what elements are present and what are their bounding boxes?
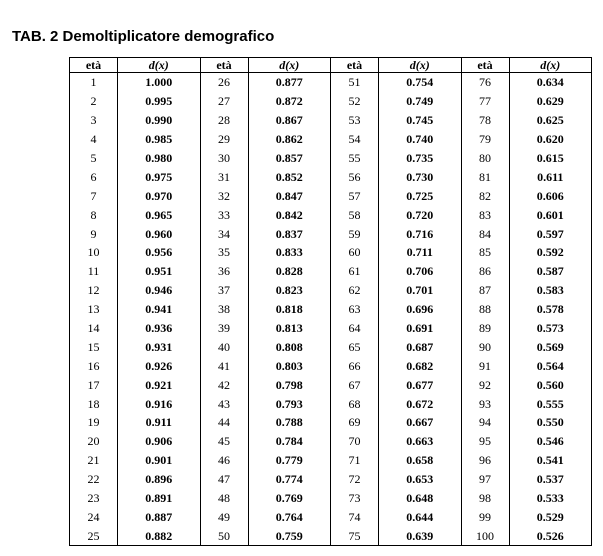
table-body [70, 73, 592, 546]
table-header-row [70, 58, 592, 73]
age-cell: 5 [70, 149, 118, 168]
dx-cell: 0.578 [509, 300, 592, 319]
dx-cell: 0.995 [118, 92, 201, 111]
dx-cell: 0.887 [118, 507, 201, 526]
dx-cell: 0.759 [248, 526, 331, 545]
age-cell: 7 [70, 186, 118, 205]
table-row [70, 262, 592, 281]
table-row [70, 356, 592, 375]
dx-cell: 0.533 [509, 489, 592, 508]
age-cell: 92 [461, 375, 509, 394]
age-cell: 10 [70, 243, 118, 262]
age-cell: 77 [461, 92, 509, 111]
dx-cell: 0.634 [509, 73, 592, 92]
dx-cell: 0.537 [509, 470, 592, 489]
dx-cell: 0.990 [118, 111, 201, 130]
table-row [70, 73, 592, 92]
age-cell: 8 [70, 205, 118, 224]
header-eta: età [200, 58, 248, 73]
dx-cell: 0.842 [248, 205, 331, 224]
table-title: TAB. 2 Demoltiplicatore demografico [12, 28, 275, 45]
dx-cell: 0.956 [118, 243, 201, 262]
dx-cell: 0.560 [509, 375, 592, 394]
dx-cell: 0.701 [379, 281, 462, 300]
table-row [70, 224, 592, 243]
age-cell: 34 [200, 224, 248, 243]
dx-cell: 0.779 [248, 451, 331, 470]
dx-cell: 0.745 [379, 111, 462, 130]
dx-cell: 0.931 [118, 337, 201, 356]
dx-cell: 0.691 [379, 319, 462, 338]
dx-cell: 0.847 [248, 186, 331, 205]
age-cell: 25 [70, 526, 118, 545]
age-cell: 12 [70, 281, 118, 300]
age-cell: 93 [461, 394, 509, 413]
age-cell: 75 [331, 526, 379, 545]
dx-cell: 0.946 [118, 281, 201, 300]
dx-cell: 0.658 [379, 451, 462, 470]
dx-cell: 0.725 [379, 186, 462, 205]
dx-cell: 0.985 [118, 130, 201, 149]
table-row [70, 281, 592, 300]
header-dx: d(x) [118, 58, 201, 73]
age-cell: 51 [331, 73, 379, 92]
age-cell: 85 [461, 243, 509, 262]
dx-cell: 0.774 [248, 470, 331, 489]
table-row [70, 130, 592, 149]
age-cell: 19 [70, 413, 118, 432]
age-cell: 74 [331, 507, 379, 526]
dx-cell: 0.936 [118, 319, 201, 338]
age-cell: 54 [331, 130, 379, 149]
age-cell: 97 [461, 470, 509, 489]
age-cell: 95 [461, 432, 509, 451]
dx-cell: 0.980 [118, 149, 201, 168]
dx-cell: 0.569 [509, 337, 592, 356]
age-cell: 94 [461, 413, 509, 432]
age-cell: 40 [200, 337, 248, 356]
age-cell: 52 [331, 92, 379, 111]
dx-cell: 0.620 [509, 130, 592, 149]
dx-cell: 0.546 [509, 432, 592, 451]
age-cell: 57 [331, 186, 379, 205]
table-row [70, 243, 592, 262]
dx-cell: 0.960 [118, 224, 201, 243]
dx-cell: 0.550 [509, 413, 592, 432]
age-cell: 89 [461, 319, 509, 338]
age-cell: 98 [461, 489, 509, 508]
dx-cell: 0.877 [248, 73, 331, 92]
age-cell: 60 [331, 243, 379, 262]
age-cell: 79 [461, 130, 509, 149]
dx-cell: 0.852 [248, 167, 331, 186]
age-cell: 24 [70, 507, 118, 526]
dx-cell: 0.970 [118, 186, 201, 205]
age-cell: 62 [331, 281, 379, 300]
dx-cell: 0.764 [248, 507, 331, 526]
demoltiplicatore-table [69, 57, 592, 546]
age-cell: 47 [200, 470, 248, 489]
table-row [70, 205, 592, 224]
age-cell: 31 [200, 167, 248, 186]
age-cell: 53 [331, 111, 379, 130]
dx-cell: 0.828 [248, 262, 331, 281]
age-cell: 46 [200, 451, 248, 470]
dx-cell: 0.813 [248, 319, 331, 338]
age-cell: 78 [461, 111, 509, 130]
age-cell: 29 [200, 130, 248, 149]
dx-cell: 0.896 [118, 470, 201, 489]
header-eta: età [461, 58, 509, 73]
age-cell: 37 [200, 281, 248, 300]
dx-cell: 0.720 [379, 205, 462, 224]
dx-cell: 0.921 [118, 375, 201, 394]
dx-cell: 0.644 [379, 507, 462, 526]
age-cell: 22 [70, 470, 118, 489]
dx-cell: 0.916 [118, 394, 201, 413]
age-cell: 87 [461, 281, 509, 300]
dx-cell: 0.872 [248, 92, 331, 111]
dx-cell: 0.754 [379, 73, 462, 92]
header-eta: età [331, 58, 379, 73]
dx-cell: 0.682 [379, 356, 462, 375]
table-row [70, 394, 592, 413]
dx-cell: 0.583 [509, 281, 592, 300]
age-cell: 73 [331, 489, 379, 508]
age-cell: 2 [70, 92, 118, 111]
age-cell: 6 [70, 167, 118, 186]
age-cell: 81 [461, 167, 509, 186]
dx-cell: 0.798 [248, 375, 331, 394]
dx-cell: 0.837 [248, 224, 331, 243]
dx-cell: 0.663 [379, 432, 462, 451]
age-cell: 86 [461, 262, 509, 281]
dx-cell: 0.769 [248, 489, 331, 508]
dx-cell: 0.615 [509, 149, 592, 168]
dx-cell: 0.706 [379, 262, 462, 281]
age-cell: 50 [200, 526, 248, 545]
dx-cell: 0.526 [509, 526, 592, 545]
age-cell: 41 [200, 356, 248, 375]
age-cell: 80 [461, 149, 509, 168]
dx-cell: 1.000 [118, 73, 201, 92]
table-row [70, 507, 592, 526]
dx-cell: 0.867 [248, 111, 331, 130]
age-cell: 45 [200, 432, 248, 451]
age-cell: 91 [461, 356, 509, 375]
dx-cell: 0.625 [509, 111, 592, 130]
dx-cell: 0.648 [379, 489, 462, 508]
age-cell: 67 [331, 375, 379, 394]
age-cell: 82 [461, 186, 509, 205]
age-cell: 27 [200, 92, 248, 111]
dx-cell: 0.687 [379, 337, 462, 356]
dx-cell: 0.677 [379, 375, 462, 394]
dx-cell: 0.975 [118, 167, 201, 186]
age-cell: 1 [70, 73, 118, 92]
age-cell: 63 [331, 300, 379, 319]
age-cell: 55 [331, 149, 379, 168]
dx-cell: 0.818 [248, 300, 331, 319]
age-cell: 66 [331, 356, 379, 375]
age-cell: 23 [70, 489, 118, 508]
dx-cell: 0.730 [379, 167, 462, 186]
age-cell: 76 [461, 73, 509, 92]
dx-cell: 0.629 [509, 92, 592, 111]
dx-cell: 0.667 [379, 413, 462, 432]
table-row [70, 526, 592, 545]
dx-cell: 0.740 [379, 130, 462, 149]
dx-cell: 0.592 [509, 243, 592, 262]
age-cell: 44 [200, 413, 248, 432]
dx-cell: 0.606 [509, 186, 592, 205]
table-row [70, 375, 592, 394]
dx-cell: 0.862 [248, 130, 331, 149]
age-cell: 28 [200, 111, 248, 130]
table-row [70, 337, 592, 356]
age-cell: 33 [200, 205, 248, 224]
dx-cell: 0.906 [118, 432, 201, 451]
dx-cell: 0.749 [379, 92, 462, 111]
age-cell: 17 [70, 375, 118, 394]
dx-cell: 0.735 [379, 149, 462, 168]
dx-cell: 0.926 [118, 356, 201, 375]
dx-cell: 0.597 [509, 224, 592, 243]
age-cell: 30 [200, 149, 248, 168]
dx-cell: 0.901 [118, 451, 201, 470]
age-cell: 9 [70, 224, 118, 243]
age-cell: 88 [461, 300, 509, 319]
age-cell: 11 [70, 262, 118, 281]
age-cell: 71 [331, 451, 379, 470]
age-cell: 49 [200, 507, 248, 526]
age-cell: 32 [200, 186, 248, 205]
age-cell: 90 [461, 337, 509, 356]
age-cell: 72 [331, 470, 379, 489]
age-cell: 69 [331, 413, 379, 432]
age-cell: 13 [70, 300, 118, 319]
dx-cell: 0.965 [118, 205, 201, 224]
dx-cell: 0.803 [248, 356, 331, 375]
dx-cell: 0.639 [379, 526, 462, 545]
dx-cell: 0.882 [118, 526, 201, 545]
dx-cell: 0.672 [379, 394, 462, 413]
table-row [70, 186, 592, 205]
age-cell: 100 [461, 526, 509, 545]
age-cell: 70 [331, 432, 379, 451]
age-cell: 61 [331, 262, 379, 281]
dx-cell: 0.555 [509, 394, 592, 413]
dx-cell: 0.808 [248, 337, 331, 356]
dx-cell: 0.941 [118, 300, 201, 319]
age-cell: 21 [70, 451, 118, 470]
age-cell: 3 [70, 111, 118, 130]
dx-cell: 0.573 [509, 319, 592, 338]
dx-cell: 0.857 [248, 149, 331, 168]
dx-cell: 0.833 [248, 243, 331, 262]
dx-cell: 0.541 [509, 451, 592, 470]
dx-cell: 0.587 [509, 262, 592, 281]
age-cell: 4 [70, 130, 118, 149]
dx-cell: 0.564 [509, 356, 592, 375]
dx-cell: 0.716 [379, 224, 462, 243]
header-dx: d(x) [509, 58, 592, 73]
table-row [70, 489, 592, 508]
table-row [70, 319, 592, 338]
dx-cell: 0.951 [118, 262, 201, 281]
age-cell: 42 [200, 375, 248, 394]
age-cell: 58 [331, 205, 379, 224]
dx-cell: 0.611 [509, 167, 592, 186]
age-cell: 65 [331, 337, 379, 356]
header-dx: d(x) [379, 58, 462, 73]
age-cell: 59 [331, 224, 379, 243]
age-cell: 99 [461, 507, 509, 526]
dx-cell: 0.711 [379, 243, 462, 262]
table-row [70, 167, 592, 186]
age-cell: 84 [461, 224, 509, 243]
dx-cell: 0.788 [248, 413, 331, 432]
age-cell: 68 [331, 394, 379, 413]
dx-cell: 0.823 [248, 281, 331, 300]
dx-cell: 0.891 [118, 489, 201, 508]
age-cell: 38 [200, 300, 248, 319]
age-cell: 16 [70, 356, 118, 375]
header-eta: età [70, 58, 118, 73]
dx-cell: 0.793 [248, 394, 331, 413]
age-cell: 14 [70, 319, 118, 338]
age-cell: 26 [200, 73, 248, 92]
age-cell: 43 [200, 394, 248, 413]
table-row [70, 413, 592, 432]
table-row [70, 300, 592, 319]
age-cell: 20 [70, 432, 118, 451]
age-cell: 39 [200, 319, 248, 338]
table-row [70, 432, 592, 451]
age-cell: 64 [331, 319, 379, 338]
age-cell: 18 [70, 394, 118, 413]
dx-cell: 0.784 [248, 432, 331, 451]
dx-cell: 0.911 [118, 413, 201, 432]
header-dx: d(x) [248, 58, 331, 73]
age-cell: 56 [331, 167, 379, 186]
age-cell: 15 [70, 337, 118, 356]
table-row [70, 451, 592, 470]
dx-cell: 0.653 [379, 470, 462, 489]
dx-cell: 0.529 [509, 507, 592, 526]
table-row [70, 470, 592, 489]
table-row [70, 92, 592, 111]
age-cell: 35 [200, 243, 248, 262]
age-cell: 83 [461, 205, 509, 224]
age-cell: 96 [461, 451, 509, 470]
age-cell: 48 [200, 489, 248, 508]
age-cell: 36 [200, 262, 248, 281]
table-row [70, 111, 592, 130]
table-row [70, 149, 592, 168]
dx-cell: 0.696 [379, 300, 462, 319]
dx-cell: 0.601 [509, 205, 592, 224]
